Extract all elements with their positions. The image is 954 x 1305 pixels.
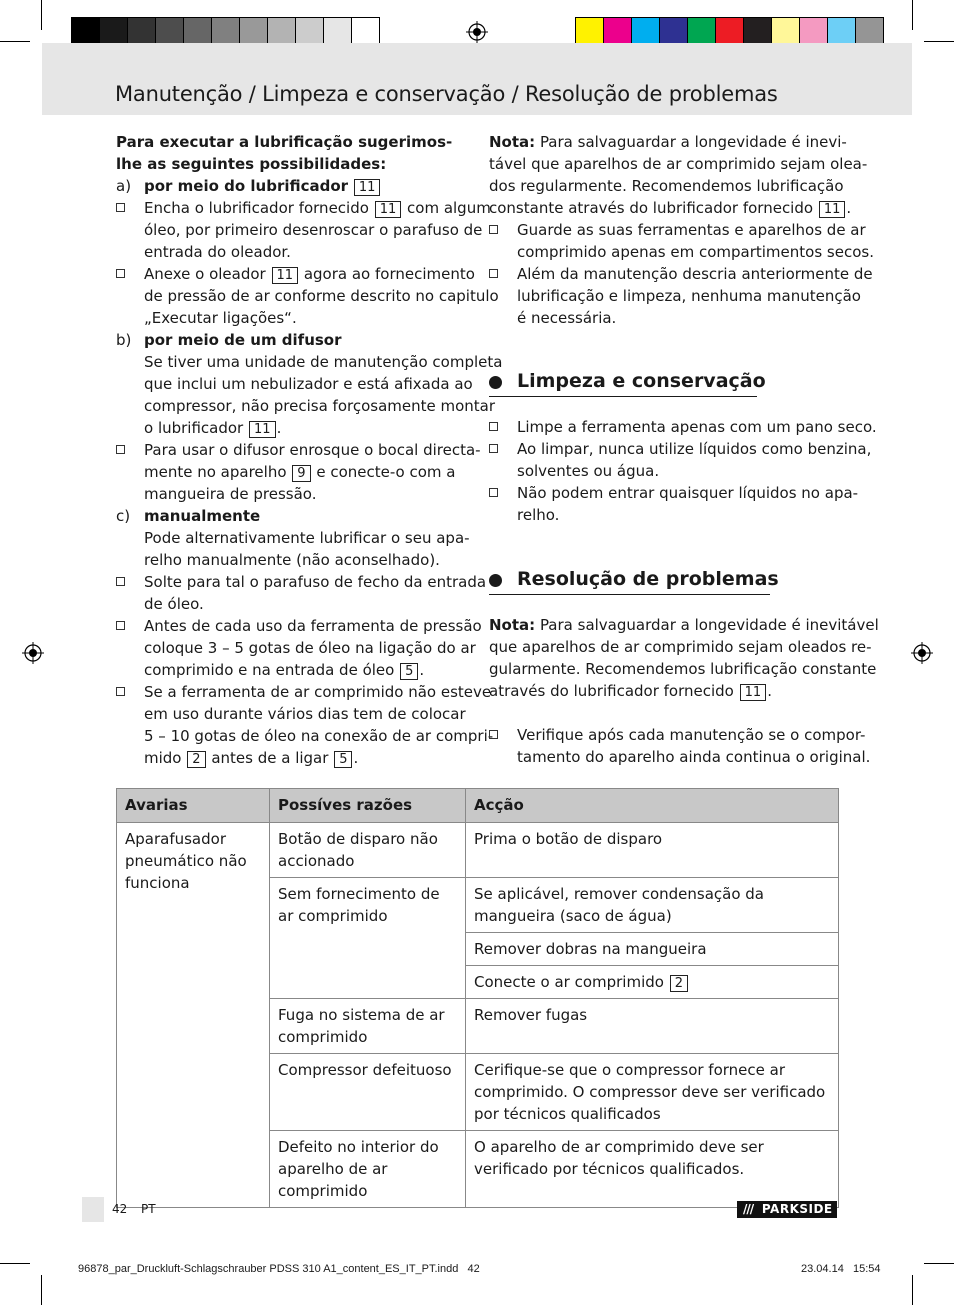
- section-bullet-icon: [489, 574, 502, 587]
- list-item: Limpe a ferramenta apenas com um pano seco.: [517, 418, 877, 436]
- ref-number: 11: [819, 201, 846, 218]
- list-item: mente no aparelho 9 e conecte-o com a: [144, 463, 456, 481]
- crop-mark: [41, 0, 42, 30]
- ref-number: 2: [670, 975, 688, 992]
- bullet-icon: [489, 438, 498, 460]
- print-date: 23.04.14 15:54: [801, 1263, 881, 1275]
- crop-mark: [0, 1263, 30, 1264]
- list-item: Além da manutenção descria anteriormente de: [517, 265, 873, 283]
- table-cell: Fuga no sistema de ar comprimido: [270, 999, 466, 1054]
- bullet-icon: [489, 416, 498, 438]
- intro-text: Para executar a lubrificação sugerimos-: [116, 133, 453, 151]
- note: que aparelhos de ar comprimido sejam oleados re-: [489, 638, 872, 656]
- table-cell: Remover dobras na mangueira: [466, 933, 839, 966]
- list-item: Não podem entrar quaisquer líquidos no apa-: [517, 484, 859, 502]
- list-item: é necessária.: [517, 309, 617, 327]
- list-item: „Executar ligações“.: [144, 309, 297, 327]
- list-item: de óleo.: [144, 595, 204, 613]
- ref-number: 11: [375, 201, 402, 218]
- troubleshooting-table: [116, 788, 839, 1208]
- table-cell: Prima o botão de disparo: [466, 823, 839, 878]
- bullet-icon: [489, 482, 498, 504]
- bullet-icon: [116, 615, 125, 637]
- list-item: relho.: [517, 506, 560, 524]
- bullet-icon: [116, 439, 125, 461]
- language-code: PT: [141, 1202, 156, 1216]
- bullet-icon: [116, 681, 125, 703]
- note: tável que aparelhos de ar comprimido sejam olea-: [489, 155, 868, 173]
- list-item: Solte para tal o parafuso de fecho da entrada: [144, 573, 487, 591]
- intro-text: lhe as seguintes possibilidades:: [116, 155, 387, 173]
- ref-number: 5: [400, 663, 418, 680]
- crop-mark: [924, 1263, 954, 1264]
- ref-number: 5: [334, 751, 352, 768]
- column-header: Acção: [466, 789, 839, 823]
- table-cell: Remover fugas: [466, 999, 839, 1054]
- list-item: Se a ferramenta de ar comprimido não esteve: [144, 683, 492, 701]
- list-item: Verifique após cada manutenção se o compor-: [517, 726, 866, 744]
- paragraph: o lubrificador 11 .: [144, 419, 282, 437]
- ref-number: 11: [272, 267, 299, 284]
- heading-underline: [489, 396, 757, 397]
- file-slug: 96878_par_Druckluft-Schlagschrauber PDSS 310 A1_content_ES_IT_PT.indd 42: [78, 1263, 480, 1275]
- list-item: entrada do oleador.: [144, 243, 291, 261]
- list-item: coloque 3 – 5 gotas de óleo na ligação do ar: [144, 639, 476, 657]
- list-item: tamento do aparelho ainda continua o original.: [517, 748, 871, 766]
- table-row: [117, 823, 839, 878]
- list-label: c): [116, 507, 131, 525]
- section-heading-resolucao: Resolução de problemas: [517, 568, 779, 590]
- note: gularmente. Recomendemos lubrificação constante: [489, 660, 877, 678]
- crop-mark: [912, 0, 913, 30]
- list-label: a): [116, 177, 132, 195]
- ref-number: 9: [292, 465, 310, 482]
- table-cell: Conecte o ar comprimido 2: [466, 966, 839, 999]
- list-item: comprimido e na entrada de óleo 5 .: [144, 661, 425, 679]
- list-heading: por meio de um difusor: [144, 331, 342, 349]
- list-item: óleo, por primeiro desenroscar o parafuso de: [144, 221, 483, 239]
- list-item: lubrificação e limpeza, nenhuma manutenção: [517, 287, 861, 305]
- paragraph: Se tiver uma unidade de manutenção completa: [144, 353, 503, 371]
- crop-mark: [912, 1275, 913, 1305]
- table-cell: Compressor defeituoso: [270, 1054, 466, 1131]
- list-item: Ao limpar, nunca utilize líquidos como benzina,: [517, 440, 872, 458]
- list-item: em uso durante vários dias tem de colocar: [144, 705, 466, 723]
- table-cell: Aparafusador pneumático não funciona: [117, 823, 270, 1208]
- bullet-icon: [116, 197, 125, 219]
- bullet-icon: [116, 571, 125, 593]
- list-item: comprimido apenas em compartimentos secos.: [517, 243, 874, 261]
- registration-mark-icon: [466, 21, 488, 43]
- table-header-row: [117, 789, 839, 823]
- heading-underline: [489, 594, 770, 595]
- list-item: Para usar o difusor enrosque o bocal directa-: [144, 441, 481, 459]
- column-header: Avarias: [117, 789, 270, 823]
- paragraph: compressor, não precisa forçosamente montar: [144, 397, 496, 415]
- list-item: Antes de cada uso da ferramenta de pressão: [144, 617, 482, 635]
- page-number-box: [82, 1197, 104, 1222]
- table-cell: Cerifique-se que o compressor fornece ar comprimido. O compressor deve ser verificado por técnicos qualificados: [466, 1054, 839, 1131]
- list-heading: por meio do lubrificador 11: [144, 175, 381, 197]
- page-title: Manutenção / Limpeza e conservação / Resolução de problemas: [115, 82, 778, 106]
- note: constante através do lubrificador fornecido 11 .: [489, 199, 852, 217]
- ref-number: 11: [740, 684, 767, 701]
- ref-number: 11: [249, 421, 276, 438]
- bullet-icon: [489, 263, 498, 285]
- list-item: Anexe o oleador 11 agora ao fornecimento: [144, 265, 475, 283]
- paragraph: Pode alternativamente lubrificar o seu apa-: [144, 529, 470, 547]
- list-item: solventes ou água.: [517, 462, 660, 480]
- note: através do lubrificador fornecido 11 .: [489, 682, 772, 700]
- list-heading: manualmente: [144, 507, 261, 525]
- section-bullet-icon: [489, 376, 502, 389]
- crop-mark: [0, 41, 30, 42]
- registration-mark-icon: [911, 642, 933, 664]
- list-item: de pressão de ar conforme descrito no capitulo: [144, 287, 499, 305]
- list-item: mangueira de pressão.: [144, 485, 317, 503]
- parkside-logo: /// PARKSIDE: [737, 1201, 837, 1218]
- note: Nota: Para salvaguardar a longevidade é inevitável: [489, 616, 879, 634]
- ref-number: 2: [187, 751, 205, 768]
- column-header: Possíves razões: [270, 789, 466, 823]
- list-item: Guarde as suas ferramentas e aparelhos de ar: [517, 221, 866, 239]
- list-item: 5 – 10 gotas de óleo na conexão de ar compri-: [144, 727, 494, 745]
- registration-mark-icon: [22, 642, 44, 664]
- bullet-icon: [116, 263, 125, 285]
- bullet-icon: [489, 724, 498, 746]
- section-heading-limpeza: Limpeza e conservação: [517, 370, 766, 392]
- table-cell: Sem fornecimento de ar comprimido: [270, 878, 466, 999]
- page-number: 42: [112, 1202, 128, 1216]
- paragraph: que inclui um nebulizador e está afixada ao: [144, 375, 473, 393]
- bullet-icon: [489, 219, 498, 241]
- table-cell: O aparelho de ar comprimido deve ser verificado por técnicos qualificados.: [466, 1131, 839, 1208]
- ref-number: 11: [354, 179, 381, 196]
- crop-mark: [924, 41, 954, 42]
- table-cell: Defeito no interior do aparelho de ar comprimido: [270, 1131, 466, 1208]
- table-cell: Botão de disparo não accionado: [270, 823, 466, 878]
- table-cell: Se aplicável, remover condensação da mangueira (saco de água): [466, 878, 839, 933]
- note: dos regularmente. Recomendemos lubrificação: [489, 177, 844, 195]
- note: Nota: Para salvaguardar a longevidade é inevi-: [489, 133, 847, 151]
- crop-mark: [41, 1275, 42, 1305]
- paragraph: relho manualmente (não aconselhado).: [144, 551, 440, 569]
- list-item: Encha o lubrificador fornecido 11 com algum: [144, 199, 491, 217]
- list-label: b): [116, 331, 132, 349]
- list-item: mido 2 antes de a ligar 5 .: [144, 749, 359, 767]
